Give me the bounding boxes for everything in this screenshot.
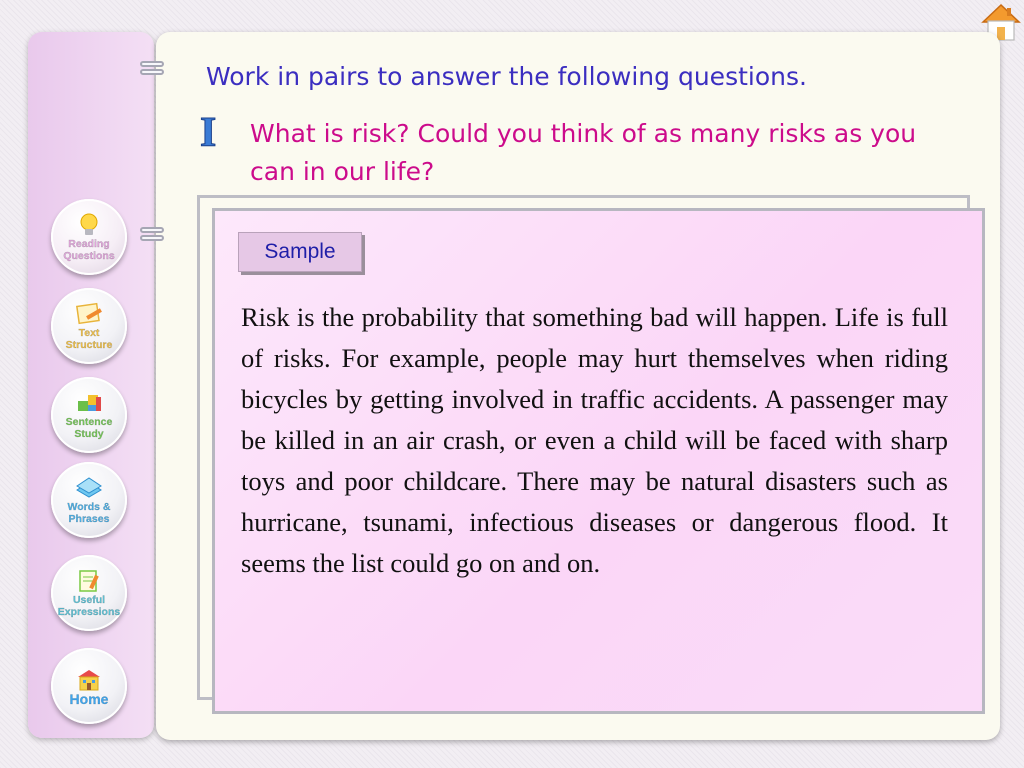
question-text: What is risk? Could you think of as many risks as you can in our life? <box>250 119 917 186</box>
building-icon <box>74 668 104 692</box>
nav-reading-questions-button[interactable] <box>51 199 127 275</box>
nav-label: Useful Expressions <box>57 593 121 618</box>
roman-numeral: I <box>200 110 217 152</box>
nav-label: Sentence Study <box>65 415 113 440</box>
nav-label: Text Structure <box>65 326 113 351</box>
books-icon <box>74 476 104 500</box>
nav-label: Home <box>69 690 109 707</box>
nav-text-structure-button[interactable] <box>51 288 127 364</box>
nav-home-button[interactable] <box>51 648 127 724</box>
lightbulb-icon <box>74 213 104 237</box>
nav-words-phrases-button[interactable] <box>51 462 127 538</box>
binder-ring <box>140 60 166 78</box>
nav-label: Reading Questions <box>63 237 115 262</box>
nav-label: Words & Phrases <box>67 500 111 525</box>
sample-label: Sample <box>238 232 362 272</box>
notepad-icon <box>74 569 104 593</box>
nav-sentence-study-button[interactable] <box>51 377 127 453</box>
roman-numeral-icon <box>195 108 225 152</box>
pencil-paper-icon <box>74 302 104 326</box>
page-title: Work in pairs to answer the following questions. <box>206 62 807 91</box>
nav-useful-expressions-button[interactable] <box>51 555 127 631</box>
binder-ring <box>140 226 166 244</box>
blocks-icon <box>74 391 104 415</box>
sample-answer-text: Risk is the probability that something bad will happen. Life is full of risks. For example, people may hurt themselves when riding bicycles by getting involved in traffic accidents. A passenger may be killed in an air crash, or even a child will be faced with sharp toys and poor childcare. There may be natural disasters such as hurricane, tsunami, infectious diseases or dangerous flood. It seems the list could go on and on. <box>241 302 948 578</box>
